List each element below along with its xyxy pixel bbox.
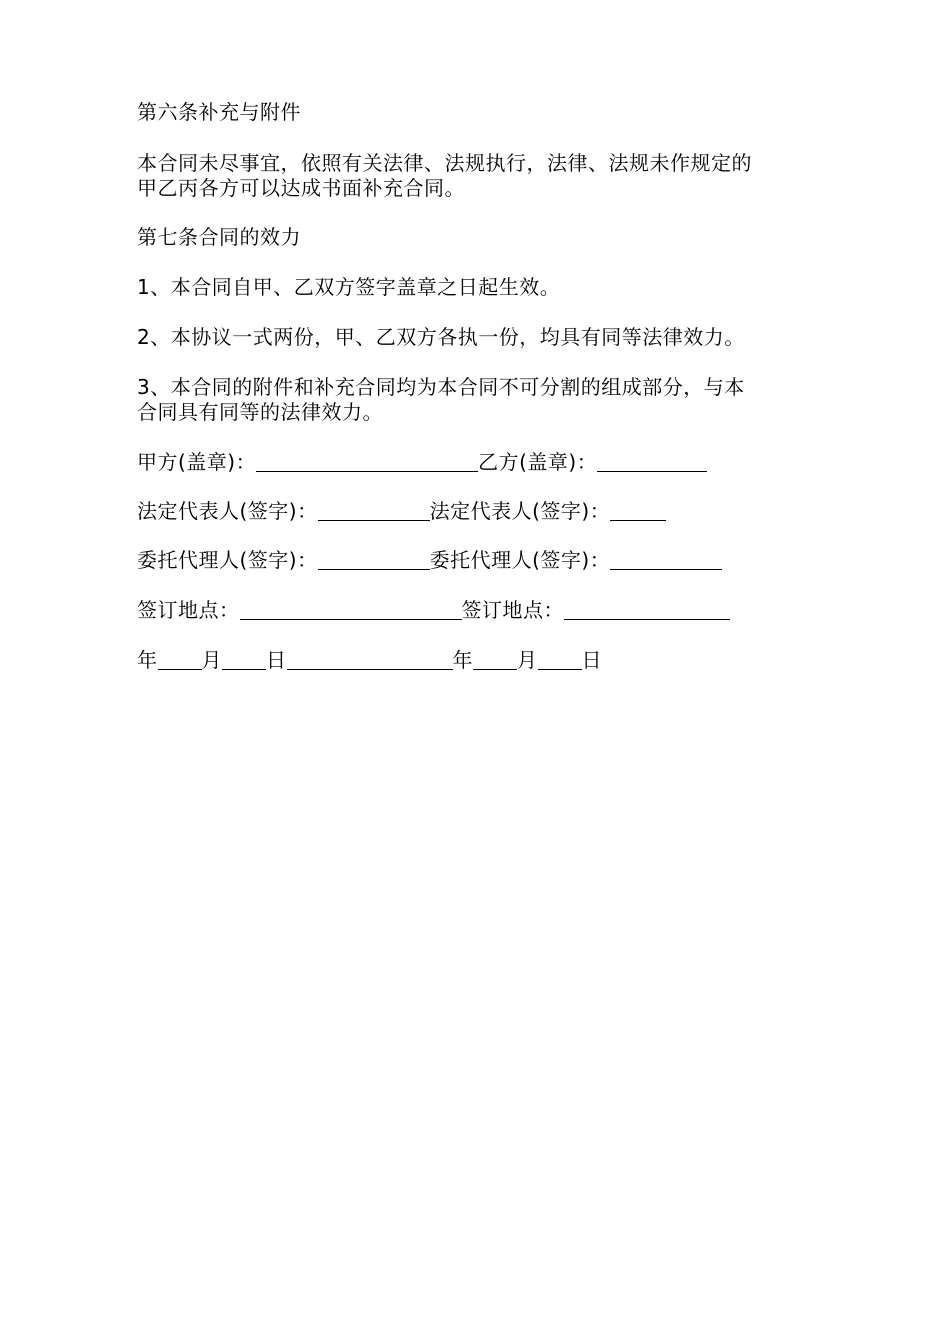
- party-b-seal-label: 乙方(盖章)：: [478, 450, 598, 474]
- date-spacer-blank[interactable]: [287, 649, 453, 670]
- section7-title: 第七条合同的效力: [137, 225, 301, 249]
- section6-title: 第六条补充与附件: [137, 100, 301, 124]
- date-b-day-label: 日: [581, 648, 602, 672]
- signature-row-seal: [137, 450, 707, 475]
- signature-row-legal-rep: [137, 499, 666, 524]
- party-a-seal-blank[interactable]: [256, 451, 478, 472]
- signature-row-date: [137, 648, 602, 673]
- legal-rep-b-label: 法定代表人(签字)：: [429, 499, 611, 523]
- date-b-year-label: 年: [452, 648, 473, 672]
- signature-row-agent: [137, 548, 722, 573]
- date-a-month-blank[interactable]: [158, 649, 202, 670]
- date-b-month-label: 月: [517, 648, 538, 672]
- signature-row-place: [137, 598, 730, 623]
- section6-paragraph-line1: 本合同未尽事宜，依照有关法律、法规执行，法律、法规未作规定的: [137, 151, 752, 175]
- agent-a-label: 委托代理人(签字)：: [137, 548, 318, 572]
- date-a-year-label: 年: [137, 648, 158, 672]
- agent-b-blank[interactable]: [610, 549, 722, 570]
- place-b-blank[interactable]: [564, 599, 730, 620]
- agent-b-label: 委托代理人(签字)：: [429, 548, 611, 572]
- clause-3-line2: 合同具有同等的法律效力。: [137, 400, 383, 424]
- place-a-label: 签订地点：: [137, 598, 240, 622]
- date-a-day-blank[interactable]: [222, 649, 266, 670]
- legal-rep-b-blank[interactable]: [610, 500, 666, 521]
- section6-paragraph-line2: 甲乙丙各方可以达成书面补充合同。: [137, 176, 465, 200]
- legal-rep-a-blank[interactable]: [318, 500, 430, 521]
- place-a-blank[interactable]: [240, 599, 462, 620]
- party-b-seal-blank[interactable]: [597, 451, 707, 472]
- clause-2: 2、本协议一式两份，甲、乙双方各执一份，均具有同等法律效力。: [137, 325, 745, 349]
- date-a-month-label: 月: [201, 648, 222, 672]
- date-a-day-label: 日: [266, 648, 287, 672]
- clause-1: 1、本合同自甲、乙双方签字盖章之日起生效。: [137, 275, 561, 299]
- legal-rep-a-label: 法定代表人(签字)：: [137, 499, 318, 523]
- date-b-month-blank[interactable]: [473, 649, 517, 670]
- place-b-label: 签订地点：: [461, 598, 564, 622]
- agent-a-blank[interactable]: [318, 549, 430, 570]
- date-b-day-blank[interactable]: [538, 649, 582, 670]
- clause-3-line1: 3、本合同的附件和补充合同均为本合同不可分割的组成部分，与本: [137, 375, 745, 399]
- party-a-seal-label: 甲方(盖章)：: [137, 450, 257, 474]
